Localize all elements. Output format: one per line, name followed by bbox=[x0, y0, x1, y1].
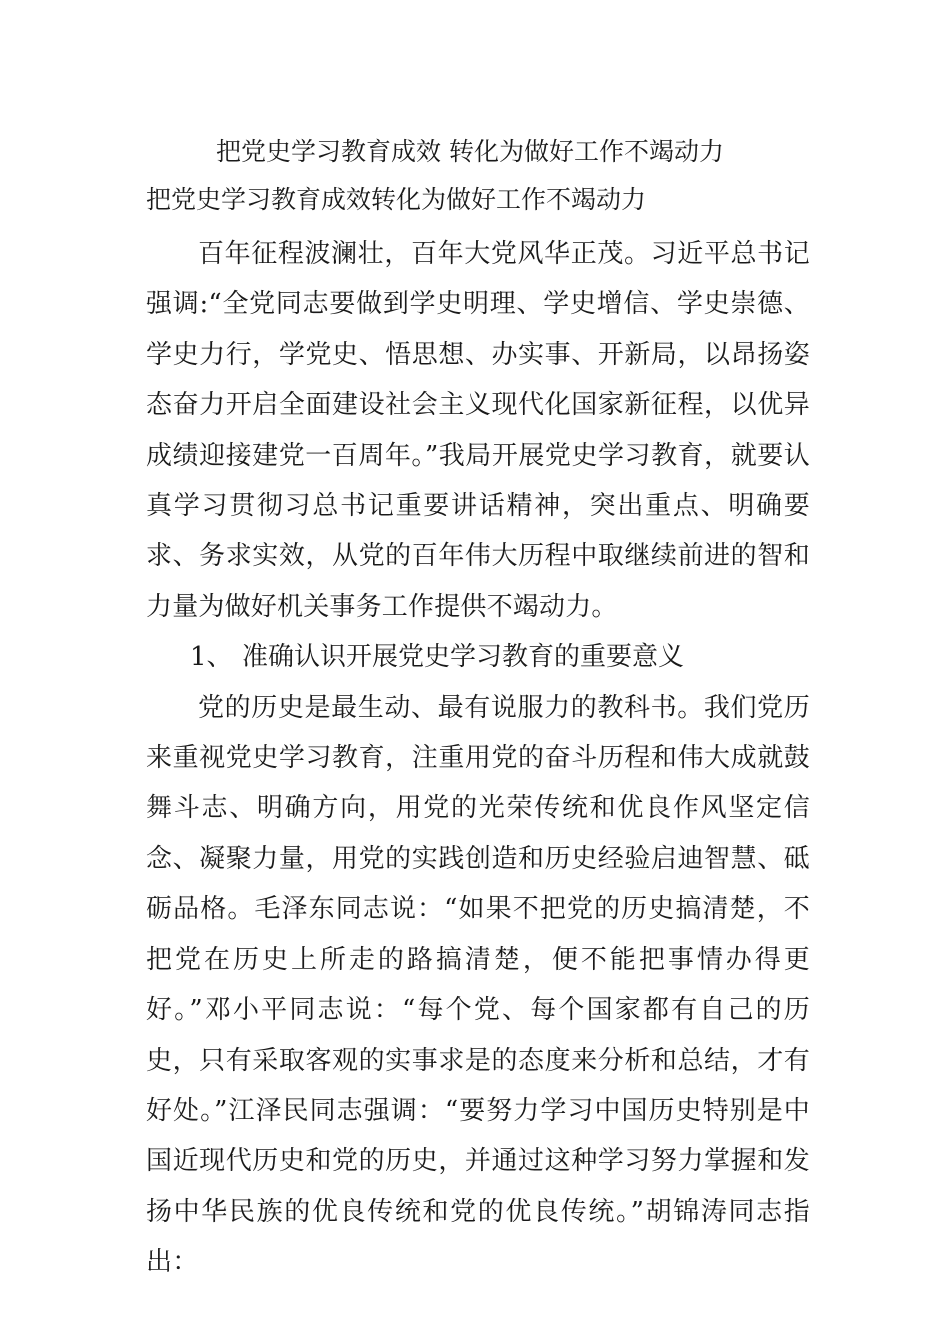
section-number: 1、 bbox=[190, 642, 233, 673]
section-paragraph: 党的历史是最生动、最有说服力的教科书。我们党历来重视党史学习教育，注重用党的奋斗历程和伟大成就鼓舞斗志、明确方向，用党的光荣传统和优良作风坚定信念、凝聚力量，用党的实践创造和历史经验启迪智慧、砥砺品格。毛泽东同志说：“如果不把党的历史搞清楚，不把党在历史上所走的路搞清楚，便不能把事情办得更好。”邓小平同志说：“每个党、每个国家都有自己的历史，只有采取客观的实事求是的态度来分析和总结，才有好处。”江泽民同志强调：“要努力学习中国历史特别是中国近现代历史和党的历史，并通过这种学习努力掌握和发扬中华民族的优良传统和党的优良传统。”胡锦涛同志指出： bbox=[146, 692, 810, 1278]
document-content bbox=[146, 128, 810, 1288]
section-heading-text: 准确认识开展党史学习教育的重要意义 bbox=[242, 642, 685, 673]
section-heading bbox=[146, 632, 810, 682]
document-subtitle: 把党史学习教育成效转化为做好工作不竭动力 bbox=[146, 185, 647, 214]
intro-paragraph: 百年征程波澜壮，百年大党风华正茂。习近平总书记强调:“全党同志要做到学史明理、学史增信、学史崇德、学史力行，学党史、悟思想、办实事、开新局，以昂扬姿态奋力开启全面建设社会主义现代化国家新征程，以优异成绩迎接建党一百周年。”我局开展党史学习教育，就要认真学习贯彻习总书记重要讲话精神，突出重点、明确要求、务求实效，从党的百年伟大历程中取继续前进的智和力量为做好机关事务工作提供不竭动力。 bbox=[146, 239, 810, 622]
document-title: 把党史学习教育成效 转化为做好工作不竭动力 bbox=[216, 137, 724, 166]
